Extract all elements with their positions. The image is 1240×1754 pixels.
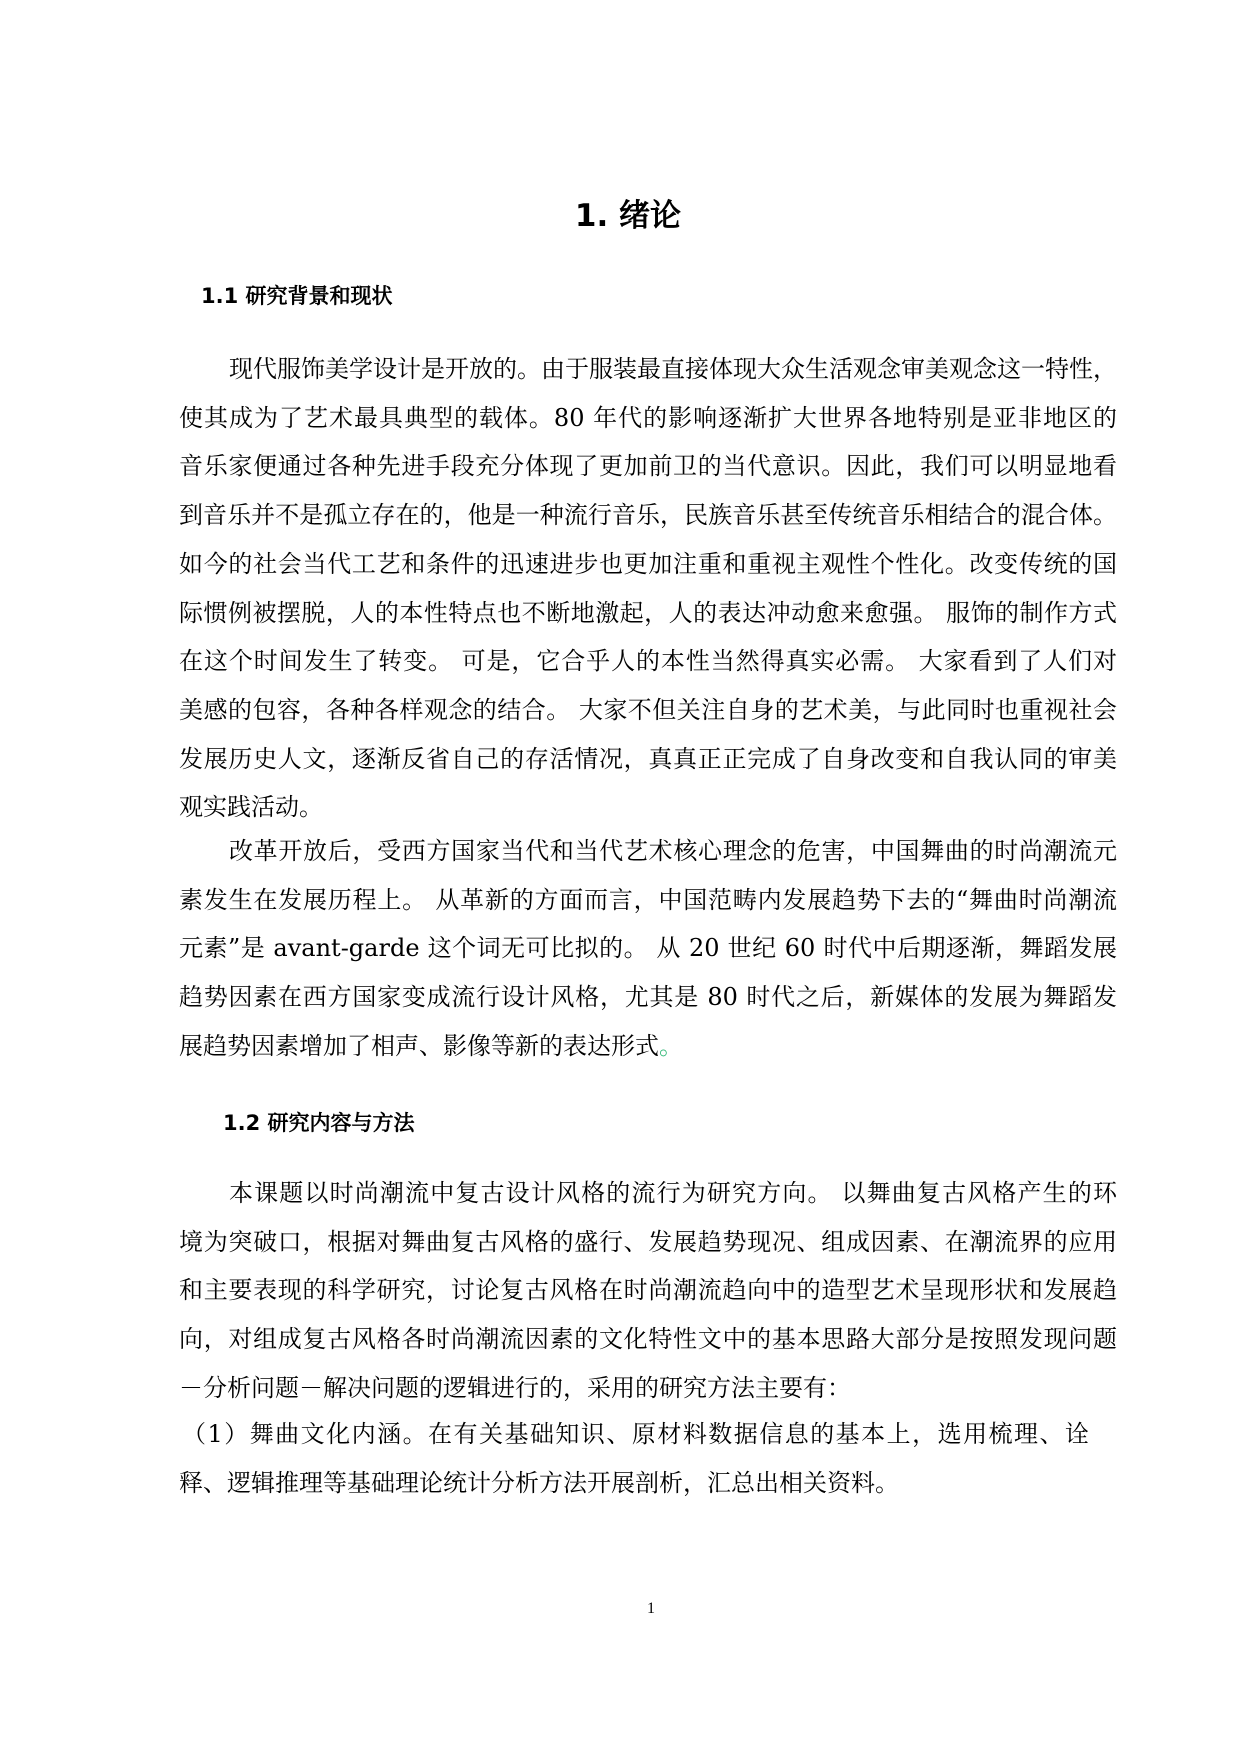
paragraph-3-line: 本课题以时尚潮流中复古设计风格的流行为研究方向。 以舞曲复古风格产生的环 [229,1179,1117,1207]
paragraph-3-line: 和主要表现的科学研究，讨论复古风格在时尚潮流趋向中的造型艺术呈现形状和发展趋 [179,1276,1117,1305]
paragraph-3-line: －分析问题－解决问题的逻辑进行的，采用的研究方法主要有： [179,1373,851,1402]
paragraph-2-line: 元素”是 avant-garde 这个词无可比拟的。 从 20 世纪 60 时代中后期逐渐，舞蹈发展 [179,934,1117,963]
paragraph-tail-punctuation: 。 [659,1031,683,1060]
paragraph-1-line: 发展历史人文，逐渐反省自己的存活情况，真真正正完成了自身改变和自我认同的审美 [179,744,1117,773]
paragraph-1-line: 音乐家便通过各种先进手段充分体现了更加前卫的当代意识。因此，我们可以明显地看 [179,452,1117,481]
page-number: 1 [647,1600,655,1617]
paragraph-1-line: 际惯例被摆脱，人的本性特点也不断地激起，人的表达冲动愈来愈强。 服饰的制作方式 [179,598,1117,627]
paragraph-1-line: 如今的社会当代工艺和条件的迅速进步也更加注重和重视主观性个性化。改变传统的国 [179,549,1117,578]
paragraph-2-line: 改革开放后，受西方国家当代和当代艺术核心理念的危害，中国舞曲的时尚潮流元 [229,837,1117,865]
section-heading-1-2: 1.2 研究内容与方法 [223,1111,415,1135]
paragraph-1-line: 在这个时间发生了转变。 可是，它合乎人的本性当然得真实必需。 大家看到了人们对 [179,647,1117,676]
paragraph-1-line: 美感的包容，各种各样观念的结合。 大家不但关注自身的艺术美，与此同时也重视社会 [179,695,1117,724]
paragraph-3-line: 境为突破口，根据对舞曲复古风格的盛行、发展趋势现况、组成因素、在潮流界的应用 [179,1227,1117,1256]
paragraph-1-line: 到音乐并不是孤立存在的，他是一种流行音乐，民族音乐甚至传统音乐相结合的混合体。 [179,501,1117,530]
section-heading-1-1: 1.1 研究背景和现状 [201,284,393,308]
paragraph-2-line: 趋势因素在西方国家变成流行设计风格，尤其是 80 时代之后，新媒体的发展为舞蹈发 [179,983,1117,1012]
paragraph-1-line: 观实践活动。 [179,793,323,822]
paragraph-4-line: （1）舞曲文化内涵。在有关基础知识、原材料数据信息的基本上，选用梳理、诠 [182,1420,1089,1448]
paragraph-1-line: 使其成为了艺术最具典型的载体。80 年代的影响逐渐扩大世界各地特别是亚非地区的 [179,403,1117,432]
paragraph-4-line: 释、逻辑推理等基础理论统计分析方法开展剖析，汇总出相关资料。 [179,1468,899,1497]
paragraph-3-line: 向，对组成复古风格各时尚潮流因素的文化特性文中的基本思路大部分是按照发现问题 [179,1325,1117,1354]
paragraph-2-line: 展趋势因素增加了相声、影像等新的表达形式。 [179,1031,683,1060]
paragraph-2-line: 素发生在发展历程上。 从革新的方面而言，中国范畴内发展趋势下去的“舞曲时尚潮流 [179,885,1117,914]
paragraph-1-line: 现代服饰美学设计是开放的。由于服装最直接体现大众生活观念审美观念这一特性， [229,355,1117,383]
chapter-title: 1. 绪论 [574,198,682,234]
